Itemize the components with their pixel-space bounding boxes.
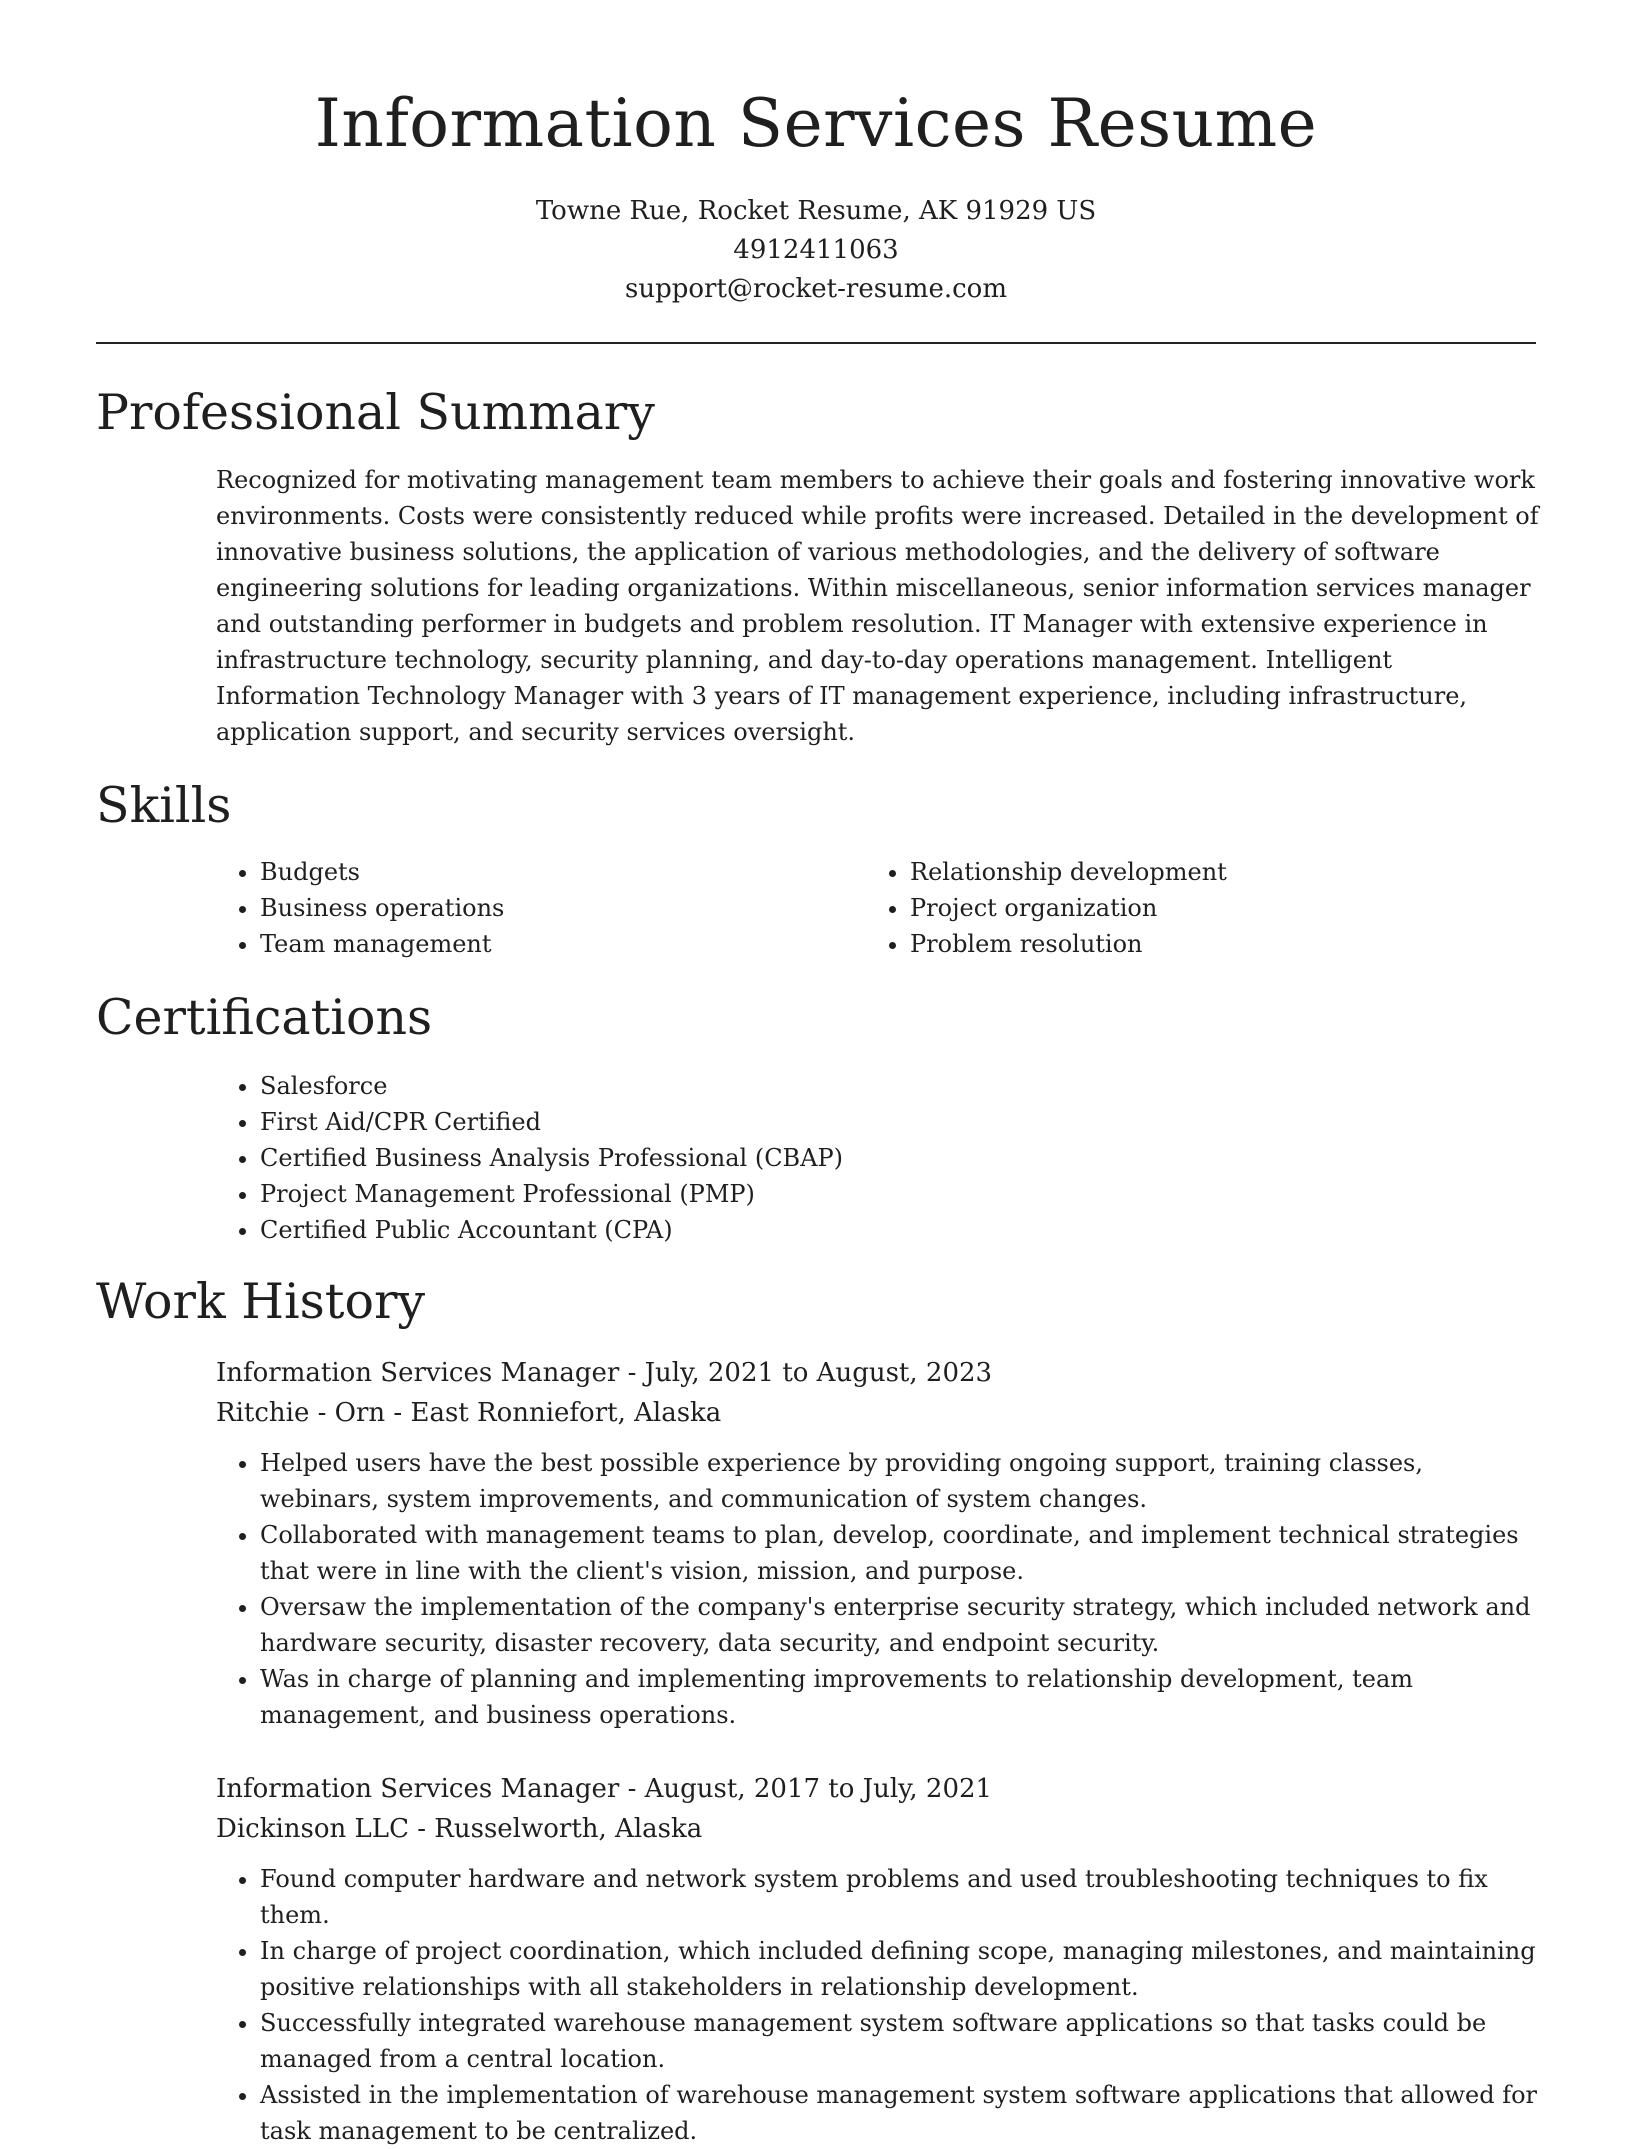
resume-header <box>96 80 1536 309</box>
certification-item: • Project Management Professional (PMP) <box>260 1176 1541 1212</box>
job-bullet: • Oversaw the implementation of the company's enterprise security strategy, which included network and hardware security, disaster recovery, data security, and endpoint security. <box>260 1589 1541 1661</box>
summary-heading: Professional Summary <box>96 384 655 441</box>
certification-item: • First Aid/CPR Certified <box>260 1104 1541 1140</box>
phone-text: 4912411063 <box>733 235 899 265</box>
job-title-line: Information Services Manager - July, 2021 to August, 2023 <box>216 1358 993 1388</box>
certifications-heading: Certifications <box>96 989 433 1046</box>
skill-item: • Project organization <box>910 890 1466 926</box>
job-bullet: • Successfully integrated warehouse management system software applications so that tasks could be managed from a central location. <box>260 2005 1541 2077</box>
certifications-list <box>216 1068 1541 1248</box>
address-text: Towne Rue, Rocket Resume, AK 91929 US <box>535 196 1097 226</box>
job-bullet: • In charge of project coordination, which included defining scope, managing milestones, and maintaining positive relationships with all stakeholders in relationship development. <box>260 1933 1541 2005</box>
skill-item: • Business operations <box>260 890 816 926</box>
skill-item: • Relationship development <box>910 854 1466 890</box>
certification-item: • Salesforce <box>260 1068 1541 1104</box>
skill-item: • Budgets <box>260 854 816 890</box>
job-entry <box>216 1769 1541 2149</box>
summary-paragraph: Recognized for motivating management team members to achieve their goals and fostering innovative work environments. Costs were consistently reduced while profits were increased. Detailed in the development of innovative business solutions, the application of various methodologies, and the delivery of software engineering solutions for leading organizations. Within miscellaneous, senior information services manager and outstanding performer in budgets and problem resolution. IT Manager with extensive experience in infrastructure technology, security planning, and day-to-day operations management. Intelligent Information Technology Manager with 3 years of IT management experience, including infrastructure, application support, and security services oversight. <box>216 466 1539 746</box>
resume-title: Information Services Resume <box>314 85 1318 162</box>
certification-item: • Certified Business Analysis Professional (CBAP) <box>260 1140 1541 1176</box>
job-bullet: • Found computer hardware and network system problems and used troubleshooting techniques to fix them. <box>260 1861 1541 1933</box>
job-bullets <box>216 1861 1541 2149</box>
contact-info <box>96 192 1536 309</box>
skills-heading: Skills <box>96 777 232 834</box>
skill-item: • Problem resolution <box>910 926 1466 962</box>
skills-column-left <box>216 854 816 962</box>
header-divider <box>96 342 1536 344</box>
job-title-line: Information Services Manager - August, 2017 to July, 2021 <box>216 1774 993 1804</box>
job-bullets <box>216 1445 1541 1733</box>
job-company-line: Ritchie - Orn - East Ronniefort, Alaska <box>216 1398 722 1428</box>
job-bullet: • Assisted in the implementation of warehouse management system software applications that allowed for task management to be centralized. <box>260 2077 1541 2149</box>
email-text: support@rocket-resume.com <box>624 274 1007 304</box>
work-history-heading: Work History <box>96 1273 426 1330</box>
certification-item: • Certified Public Accountant (CPA) <box>260 1212 1541 1248</box>
job-bullet: • Was in charge of planning and implementing improvements to relationship development, team management, and business operations. <box>260 1661 1541 1733</box>
job-bullet: • Collaborated with management teams to plan, develop, coordinate, and implement technical strategies that were in line with the client's vision, mission, and purpose. <box>260 1517 1541 1589</box>
skill-item: • Team management <box>260 926 816 962</box>
skills-column-right <box>866 854 1466 962</box>
job-bullet: • Helped users have the best possible experience by providing ongoing support, training classes, webinars, system improvements, and communication of system changes. <box>260 1445 1541 1517</box>
job-company-line: Dickinson LLC - Russelworth, Alaska <box>216 1814 703 1844</box>
job-entry <box>216 1353 1541 1733</box>
